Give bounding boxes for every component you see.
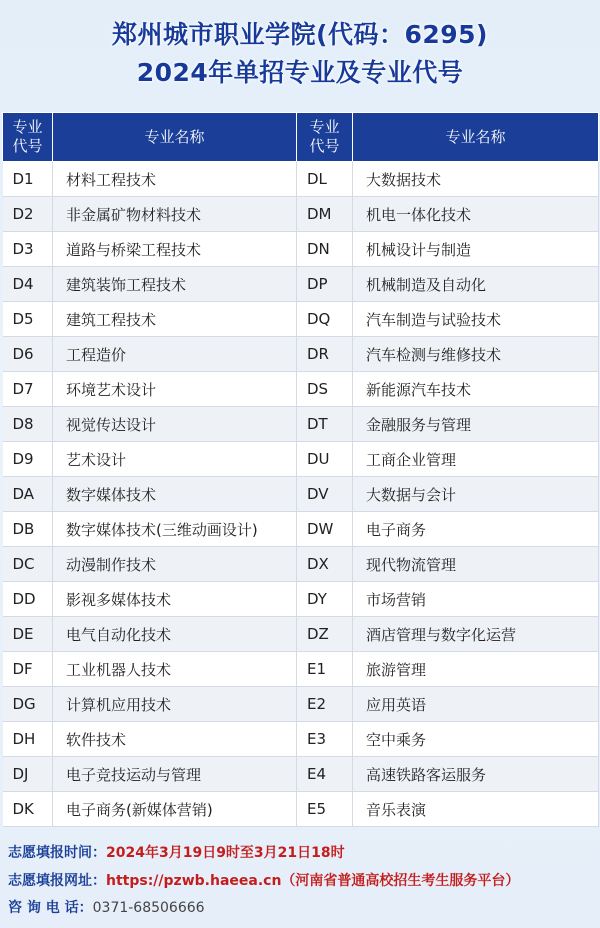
- major-code-right: DL: [297, 162, 353, 197]
- table-row: [3, 617, 599, 652]
- major-name-left: 视觉传达设计: [53, 407, 297, 442]
- major-name-right: 汽车制造与试验技术: [353, 302, 599, 337]
- major-name-right: 酒店管理与数字化运营: [353, 617, 599, 652]
- major-name-right: 新能源汽车技术: [353, 372, 599, 407]
- table-row: [3, 162, 599, 197]
- major-name-right: 机电一体化技术: [353, 197, 599, 232]
- major-name-right: 高速铁路客运服务: [353, 757, 599, 792]
- major-code-left: DG: [3, 687, 53, 722]
- major-code-left: DA: [3, 477, 53, 512]
- major-code-right: DX: [297, 547, 353, 582]
- major-code-left: DJ: [3, 757, 53, 792]
- title-line-1: 郑州城市职业学院(代码：6295): [112, 20, 488, 49]
- major-name-left: 建筑工程技术: [53, 302, 297, 337]
- major-code-right: DM: [297, 197, 353, 232]
- major-code-right: E5: [297, 792, 353, 827]
- major-name-right: 汽车检测与维修技术: [353, 337, 599, 372]
- major-code-left: D7: [3, 372, 53, 407]
- major-name-left: 动漫制作技术: [53, 547, 297, 582]
- major-name-right: 金融服务与管理: [353, 407, 599, 442]
- major-code-right: DZ: [297, 617, 353, 652]
- apply-url-line: [8, 870, 519, 890]
- page-title: [0, 16, 600, 92]
- major-code-left: DD: [3, 582, 53, 617]
- major-code-right: E3: [297, 722, 353, 757]
- major-name-right: 旅游管理: [353, 652, 599, 687]
- major-name-left: 电子竞技运动与管理: [53, 757, 297, 792]
- major-code-left: D4: [3, 267, 53, 302]
- major-name-left: 建筑装饰工程技术: [53, 267, 297, 302]
- table-row: [3, 582, 599, 617]
- apply-time-label: 志愿填报时间：: [8, 845, 106, 861]
- major-code-left: D5: [3, 302, 53, 337]
- major-name-right: 大数据技术: [353, 162, 599, 197]
- apply-url-link[interactable]: https://pzwb.haeea.cn（河南省普通高校招生考生服务平台）: [106, 873, 520, 889]
- table-row: [3, 687, 599, 722]
- table-row: [3, 337, 599, 372]
- table-row: [3, 512, 599, 547]
- major-code-right: DR: [297, 337, 353, 372]
- major-code-left: DE: [3, 617, 53, 652]
- phone-line: [8, 897, 205, 917]
- major-code-right: DW: [297, 512, 353, 547]
- majors-table: [2, 112, 599, 827]
- major-code-left: DB: [3, 512, 53, 547]
- table-row: [3, 442, 599, 477]
- table-row: [3, 547, 599, 582]
- major-name-left: 工业机器人技术: [53, 652, 297, 687]
- major-code-right: DS: [297, 372, 353, 407]
- table-row: [3, 267, 599, 302]
- major-name-right: 音乐表演: [353, 792, 599, 827]
- major-code-right: DV: [297, 477, 353, 512]
- major-code-right: DQ: [297, 302, 353, 337]
- major-name-left: 影视多媒体技术: [53, 582, 297, 617]
- major-code-right: DP: [297, 267, 353, 302]
- table-header-row: [3, 113, 599, 162]
- apply-time-value: 2024年3月19日9时至3月21日18时: [106, 845, 345, 861]
- major-name-left: 非金属矿物材料技术: [53, 197, 297, 232]
- phone-label: 咨 询 电 话：: [8, 900, 93, 916]
- major-name-left: 环境艺术设计: [53, 372, 297, 407]
- major-code-left: D1: [3, 162, 53, 197]
- major-name-left: 数字媒体技术(三维动画设计): [53, 512, 297, 547]
- header-name-right: 专业名称: [353, 113, 599, 162]
- table-row: [3, 407, 599, 442]
- major-name-right: 工商企业管理: [353, 442, 599, 477]
- apply-time-line: [8, 842, 345, 862]
- header-code-right: 专业 代号: [297, 113, 353, 162]
- header-name-left: 专业名称: [53, 113, 297, 162]
- major-code-left: D3: [3, 232, 53, 267]
- major-name-right: 空中乘务: [353, 722, 599, 757]
- major-code-right: DN: [297, 232, 353, 267]
- table-row: [3, 372, 599, 407]
- major-name-left: 材料工程技术: [53, 162, 297, 197]
- major-name-left: 计算机应用技术: [53, 687, 297, 722]
- major-code-right: DU: [297, 442, 353, 477]
- major-code-left: DC: [3, 547, 53, 582]
- major-code-right: E1: [297, 652, 353, 687]
- title-line-2: 2024年单招专业及专业代号: [136, 58, 464, 87]
- major-name-right: 大数据与会计: [353, 477, 599, 512]
- table-row: [3, 197, 599, 232]
- major-name-left: 艺术设计: [53, 442, 297, 477]
- major-name-left: 电子商务(新媒体营销): [53, 792, 297, 827]
- major-name-left: 数字媒体技术: [53, 477, 297, 512]
- major-code-right: DT: [297, 407, 353, 442]
- major-code-right: E4: [297, 757, 353, 792]
- table-row: [3, 722, 599, 757]
- major-code-left: DF: [3, 652, 53, 687]
- major-code-left: DK: [3, 792, 53, 827]
- major-name-left: 工程造价: [53, 337, 297, 372]
- major-code-left: DH: [3, 722, 53, 757]
- major-name-left: 道路与桥梁工程技术: [53, 232, 297, 267]
- major-code-right: DY: [297, 582, 353, 617]
- major-name-left: 软件技术: [53, 722, 297, 757]
- major-name-right: 电子商务: [353, 512, 599, 547]
- major-code-left: D2: [3, 197, 53, 232]
- table-row: [3, 757, 599, 792]
- major-name-right: 现代物流管理: [353, 547, 599, 582]
- major-code-left: D8: [3, 407, 53, 442]
- table-row: [3, 792, 599, 827]
- table-row: [3, 652, 599, 687]
- major-name-right: 机械制造及自动化: [353, 267, 599, 302]
- major-code-left: D9: [3, 442, 53, 477]
- phone-value: 0371-68506666: [92, 900, 205, 916]
- major-name-right: 应用英语: [353, 687, 599, 722]
- header-code-left: 专业 代号: [3, 113, 53, 162]
- apply-url-label: 志愿填报网址：: [8, 873, 106, 889]
- major-code-right: E2: [297, 687, 353, 722]
- table-row: [3, 232, 599, 267]
- table-row: [3, 477, 599, 512]
- major-name-right: 市场营销: [353, 582, 599, 617]
- major-code-left: D6: [3, 337, 53, 372]
- major-name-right: 机械设计与制造: [353, 232, 599, 267]
- table-row: [3, 302, 599, 337]
- major-name-left: 电气自动化技术: [53, 617, 297, 652]
